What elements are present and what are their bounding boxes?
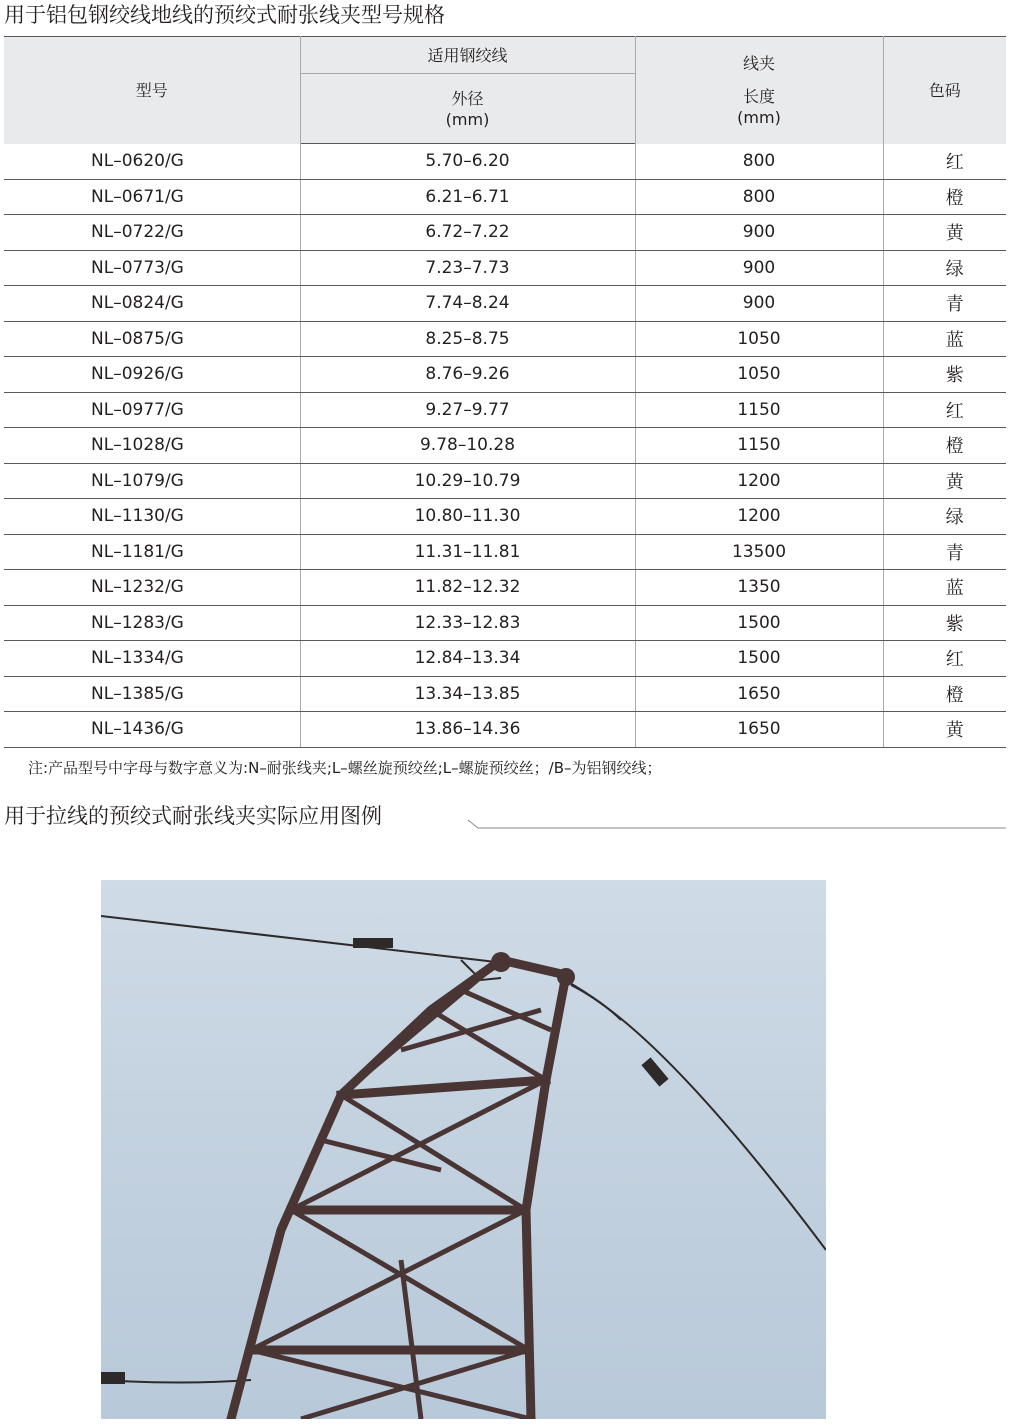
header-outer-diameter-cell bbox=[300, 74, 635, 144]
cell-model: NL–0875/G bbox=[4, 321, 300, 357]
cell-model: NL–1028/G bbox=[4, 428, 300, 464]
cell-length: 1050 bbox=[635, 357, 883, 393]
cell-length: 1200 bbox=[635, 463, 883, 499]
cell-model: NL–1181/G bbox=[4, 534, 300, 570]
cell-model: NL–0926/G bbox=[4, 357, 300, 393]
table-row bbox=[4, 179, 1006, 215]
cell-color: 黄 bbox=[883, 215, 1006, 251]
header-strand-group: 适用钢绞线 bbox=[300, 37, 635, 74]
cell-diameter: 10.80–11.30 bbox=[300, 499, 635, 535]
cell-length: 1500 bbox=[635, 641, 883, 677]
cell-model: NL–0620/G bbox=[4, 144, 300, 180]
cell-color: 橙 bbox=[883, 179, 1006, 215]
header-model: 型号 bbox=[4, 37, 300, 144]
table-row bbox=[4, 286, 1006, 322]
header-length: 长度 bbox=[742, 86, 775, 106]
cell-color: 绿 bbox=[883, 250, 1006, 286]
table-row bbox=[4, 570, 1006, 606]
cell-model: NL–0722/G bbox=[4, 215, 300, 251]
cell-model: NL–1385/G bbox=[4, 676, 300, 712]
header-length-unit: (mm) bbox=[737, 107, 781, 127]
cell-model: NL–1283/G bbox=[4, 605, 300, 641]
header-outer-diameter-unit: (mm) bbox=[445, 109, 490, 129]
table-row bbox=[4, 428, 1006, 464]
header-clamp-group: 线夹 bbox=[742, 53, 775, 73]
tower-illustration bbox=[101, 880, 826, 1419]
table-row bbox=[4, 534, 1006, 570]
table-row bbox=[4, 712, 1006, 748]
cell-color: 紫 bbox=[883, 605, 1006, 641]
cell-color: 蓝 bbox=[883, 570, 1006, 606]
cell-diameter: 12.33–12.83 bbox=[300, 605, 635, 641]
cell-color: 橙 bbox=[883, 676, 1006, 712]
tower-application-photo bbox=[101, 880, 826, 1419]
table-note: 注:产品型号中字母与数字意义为:N–耐张线夹;L–螺丝旋预绞丝;L–螺旋预绞丝；/B–为铝钢绞线； bbox=[28, 759, 662, 777]
cell-model: NL–0824/G bbox=[4, 286, 300, 322]
cell-diameter: 5.70–6.20 bbox=[300, 144, 635, 180]
cell-diameter: 13.34–13.85 bbox=[300, 676, 635, 712]
spec-table-title: 用于铝包钢绞线地线的预绞式耐张线夹型号规格 bbox=[4, 3, 445, 27]
cell-length: 1150 bbox=[635, 428, 883, 464]
table-row bbox=[4, 321, 1006, 357]
cell-model: NL–1436/G bbox=[4, 712, 300, 748]
title-rule bbox=[468, 818, 1006, 830]
cell-diameter: 9.78–10.28 bbox=[300, 428, 635, 464]
cell-model: NL–1232/G bbox=[4, 570, 300, 606]
cell-color: 红 bbox=[883, 144, 1006, 180]
header-clamp-length bbox=[635, 37, 883, 144]
cell-color: 紫 bbox=[883, 357, 1006, 393]
table-row bbox=[4, 499, 1006, 535]
cell-diameter: 7.74–8.24 bbox=[300, 286, 635, 322]
section-title-application: 用于拉线的预绞式耐张线夹实际应用图例 bbox=[4, 804, 382, 828]
cell-model: NL–1334/G bbox=[4, 641, 300, 677]
header-outer-diameter: 外径 bbox=[451, 88, 484, 108]
cell-diameter: 9.27–9.77 bbox=[300, 392, 635, 428]
cell-diameter: 7.23–7.73 bbox=[300, 250, 635, 286]
cell-diameter: 8.76–9.26 bbox=[300, 357, 635, 393]
cell-length: 1200 bbox=[635, 499, 883, 535]
cell-diameter: 11.31–11.81 bbox=[300, 534, 635, 570]
cell-color: 青 bbox=[883, 534, 1006, 570]
cell-length: 1650 bbox=[635, 676, 883, 712]
cell-length: 13500 bbox=[635, 534, 883, 570]
cell-color: 红 bbox=[883, 392, 1006, 428]
cell-model: NL–0977/G bbox=[4, 392, 300, 428]
cell-length: 1350 bbox=[635, 570, 883, 606]
table-row bbox=[4, 641, 1006, 677]
cell-model: NL–0671/G bbox=[4, 179, 300, 215]
cell-color: 黄 bbox=[883, 712, 1006, 748]
tower-lattice bbox=[231, 960, 566, 1419]
cell-color: 蓝 bbox=[883, 321, 1006, 357]
cell-length: 1150 bbox=[635, 392, 883, 428]
cell-diameter: 8.25–8.75 bbox=[300, 321, 635, 357]
tower-peak bbox=[491, 952, 511, 972]
cell-color: 绿 bbox=[883, 499, 1006, 535]
table-row bbox=[4, 215, 1006, 251]
cell-color: 青 bbox=[883, 286, 1006, 322]
cell-length: 900 bbox=[635, 215, 883, 251]
cell-diameter: 11.82–12.32 bbox=[300, 570, 635, 606]
table-row bbox=[4, 463, 1006, 499]
clamp-lower bbox=[101, 1372, 125, 1384]
cell-diameter: 13.86–14.36 bbox=[300, 712, 635, 748]
table-row bbox=[4, 605, 1006, 641]
cell-diameter: 6.21–6.71 bbox=[300, 179, 635, 215]
table-row bbox=[4, 250, 1006, 286]
cell-diameter: 6.72–7.22 bbox=[300, 215, 635, 251]
cell-model: NL–1130/G bbox=[4, 499, 300, 535]
cell-diameter: 10.29–10.79 bbox=[300, 463, 635, 499]
guy-wire bbox=[571, 985, 826, 1250]
cell-color: 红 bbox=[883, 641, 1006, 677]
cell-color: 黄 bbox=[883, 463, 1006, 499]
table-row bbox=[4, 676, 1006, 712]
cell-length: 900 bbox=[635, 286, 883, 322]
spec-table-body bbox=[4, 144, 1006, 748]
cell-length: 800 bbox=[635, 179, 883, 215]
cell-length: 1050 bbox=[635, 321, 883, 357]
clamp-top bbox=[353, 938, 393, 948]
table-row bbox=[4, 392, 1006, 428]
clamp-guy bbox=[641, 1057, 668, 1086]
header-color-code: 色码 bbox=[883, 37, 1006, 144]
cell-diameter: 12.84–13.34 bbox=[300, 641, 635, 677]
cell-length: 1500 bbox=[635, 605, 883, 641]
cell-model: NL–0773/G bbox=[4, 250, 300, 286]
wire-top bbox=[101, 916, 496, 962]
cell-length: 800 bbox=[635, 144, 883, 180]
table-row bbox=[4, 357, 1006, 393]
table-row bbox=[4, 144, 1006, 180]
cell-length: 900 bbox=[635, 250, 883, 286]
cell-length: 1650 bbox=[635, 712, 883, 748]
cell-model: NL–1079/G bbox=[4, 463, 300, 499]
spec-table bbox=[4, 36, 1006, 748]
cell-color: 橙 bbox=[883, 428, 1006, 464]
